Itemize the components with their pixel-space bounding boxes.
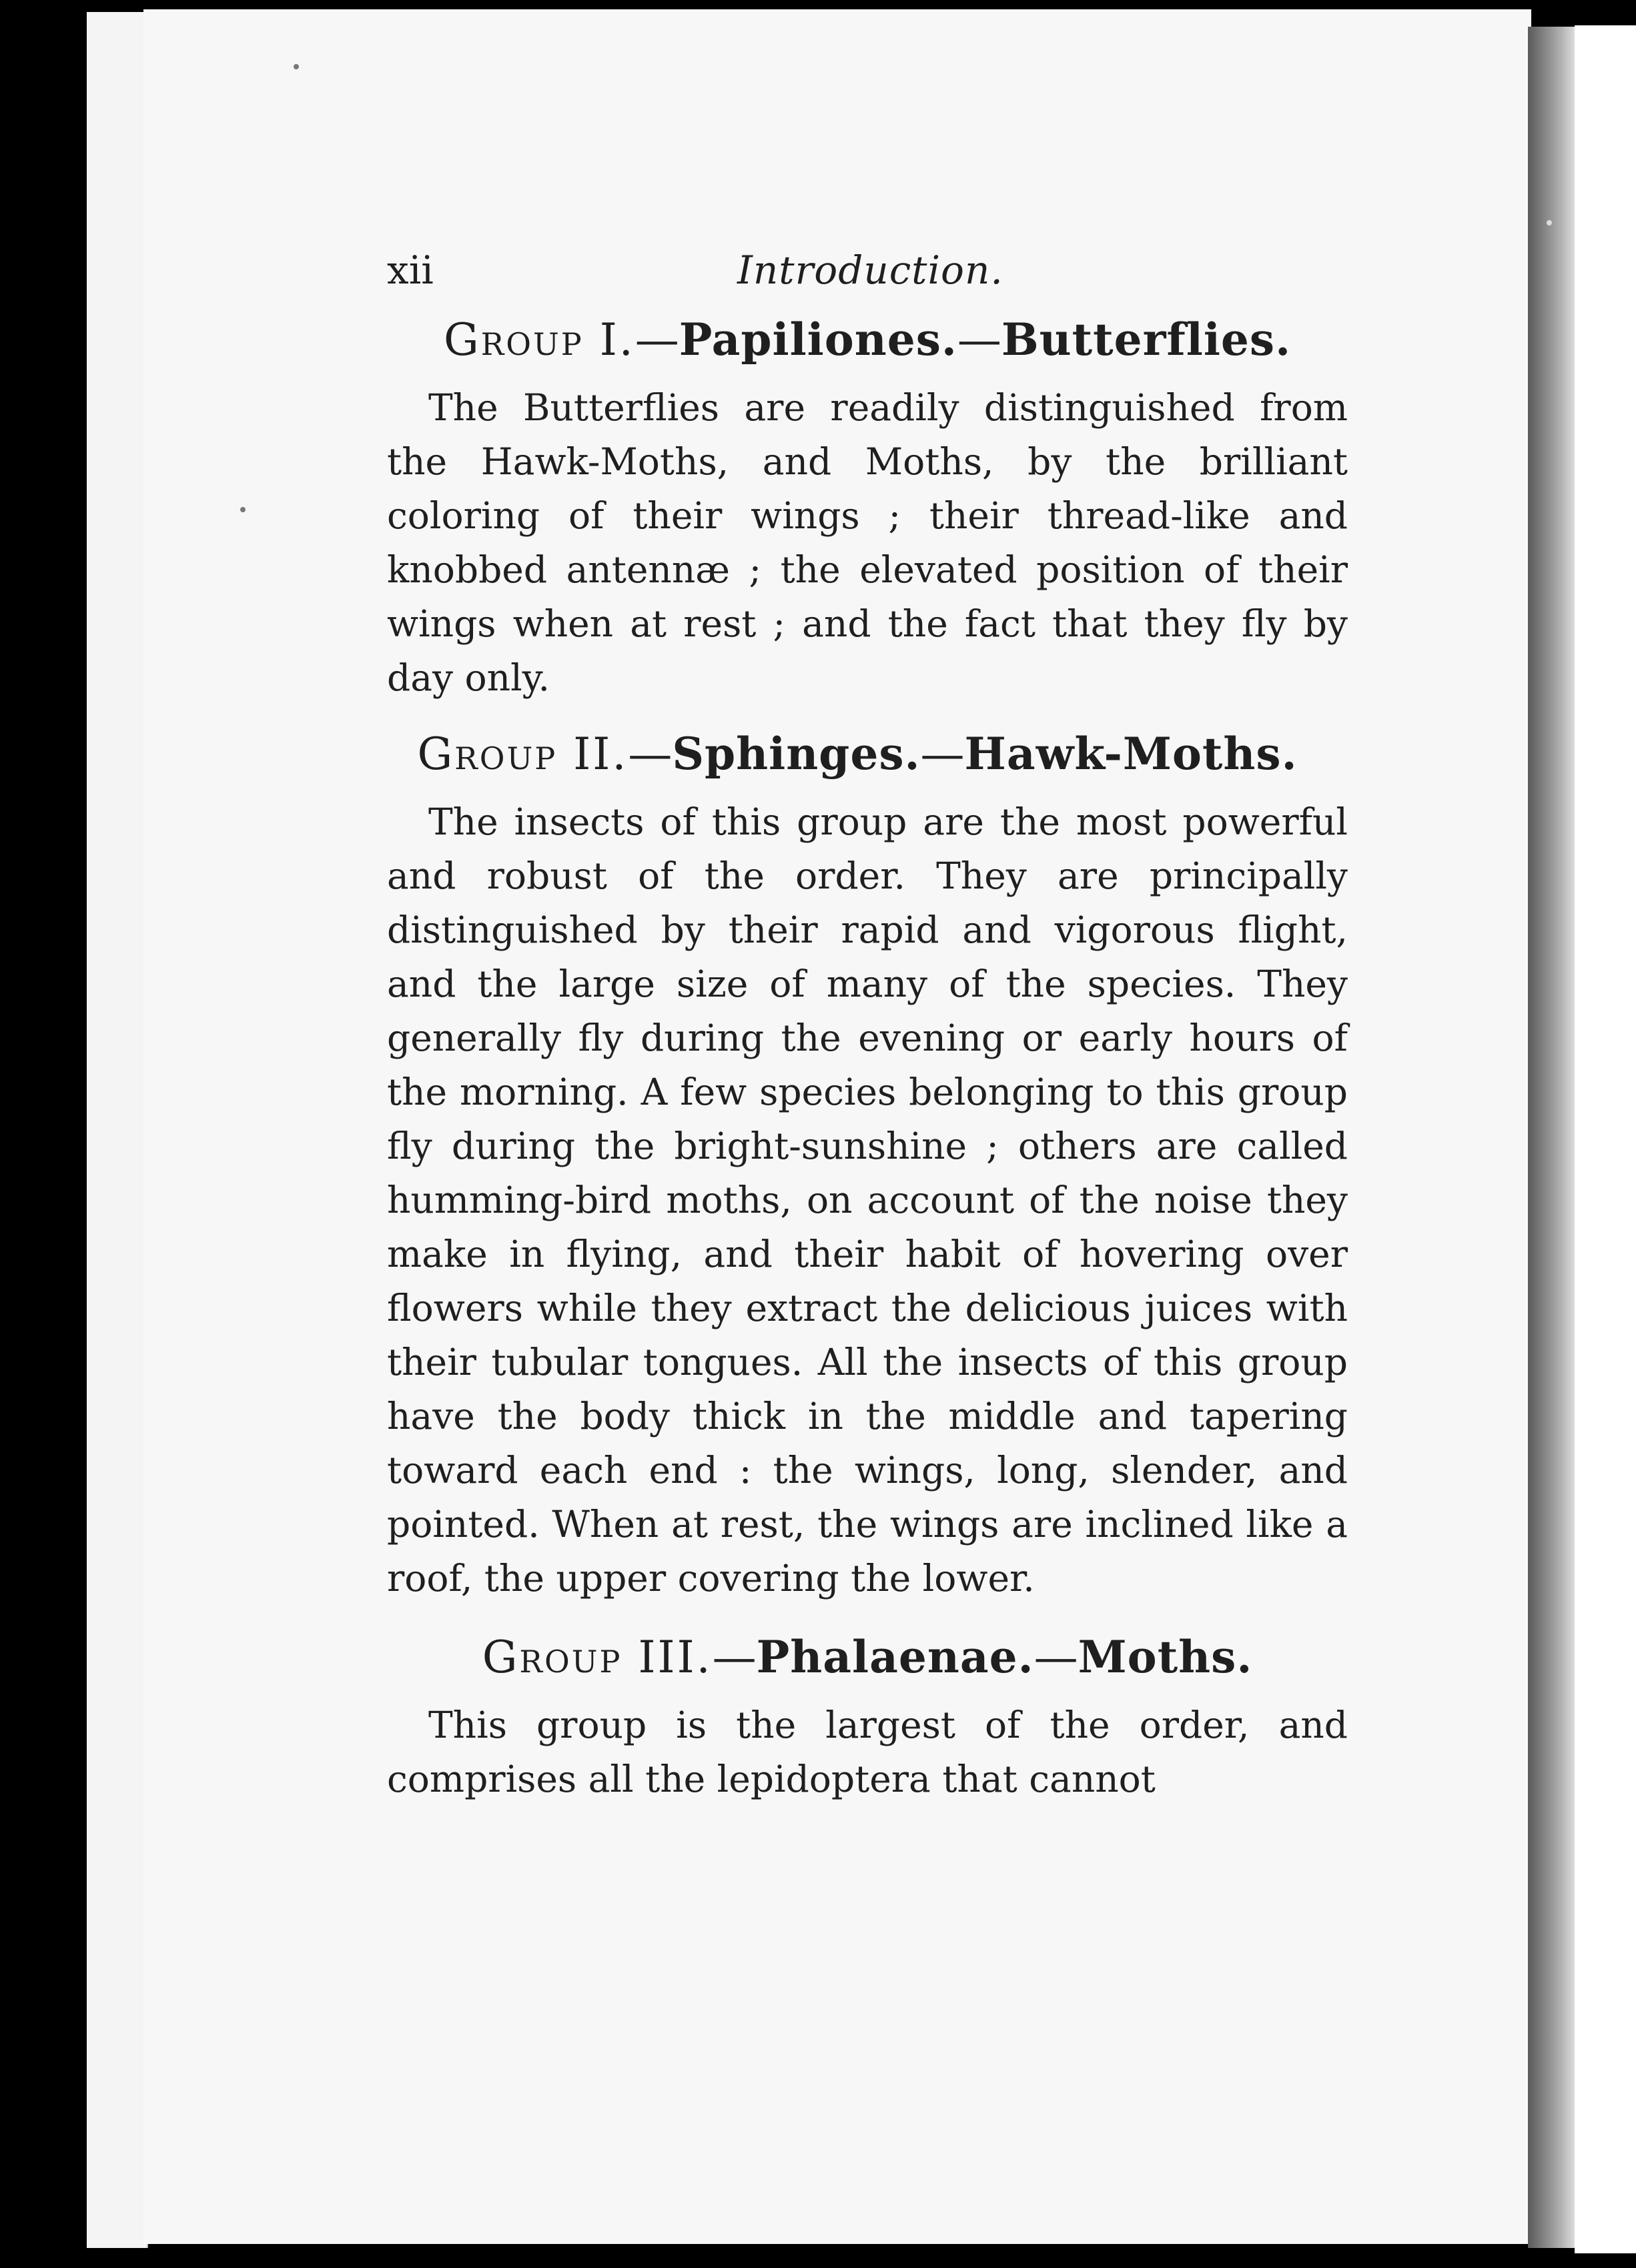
group-common-name: Butterflies. (1001, 314, 1292, 366)
running-head (387, 240, 1348, 300)
scan-speck (294, 64, 299, 69)
group-latin-name: Papiliones. (679, 314, 957, 366)
dash: — (957, 314, 1001, 366)
dash: — (712, 1632, 757, 1683)
group-1-paragraph: The Butterflies are readily distinguished from the Hawk-Moths, and Moths, by the brilliant coloring of their wings ; their thread-like and knobbed antennæ ; the elevated position of their wings when at rest ; and the fact that they fly by day only. (387, 386, 1348, 699)
group-label: Group I. (443, 314, 635, 366)
group-label: Group III. (482, 1632, 713, 1683)
dash: — (635, 314, 679, 366)
dash: — (628, 728, 673, 780)
scan-speck (1547, 220, 1552, 225)
group-1-heading (387, 303, 1348, 377)
group-common-name: Hawk-Moths. (964, 728, 1298, 780)
group-2-heading (367, 717, 1348, 791)
dash: — (920, 728, 965, 780)
running-title: Introduction. (737, 247, 1003, 293)
group-latin-name: Phalaenae. (756, 1631, 1034, 1683)
group-label: Group II. (417, 728, 629, 780)
page-text (387, 240, 1348, 1806)
book-gutter (1528, 27, 1575, 2248)
group-2-paragraph: The insects of this group are the most powerful and robust of the order. They are principally distinguished by their rapid and vigorous flight, and the large size of many of the species. They generally fly during the evening or early hours of the morning. A few species belonging to this group fly during the bright-sunshine ; others are called humming-bird moths, on account of the noise they make in flying, and their habit of hovering over flowers while they extract the delicious juices with their tubular tongues. All the insects of this group have the body thick in the middle and tapering toward each end : the wings, long, slender, and pointed. When at rest, the wings are inclined like a roof, the upper covering the lower. (387, 800, 1348, 1600)
group-common-name: Moths. (1078, 1631, 1253, 1683)
group-3-paragraph: This group is the largest of the order, and comprises all the lepidoptera that cannot (387, 1704, 1348, 1800)
dash: — (1034, 1632, 1078, 1683)
facing-page-edge (1575, 25, 1636, 2253)
page-number: xii (387, 247, 434, 293)
scan-speck (240, 507, 246, 512)
group-3-heading (387, 1620, 1348, 1694)
group-latin-name: Sphinges. (672, 728, 921, 780)
